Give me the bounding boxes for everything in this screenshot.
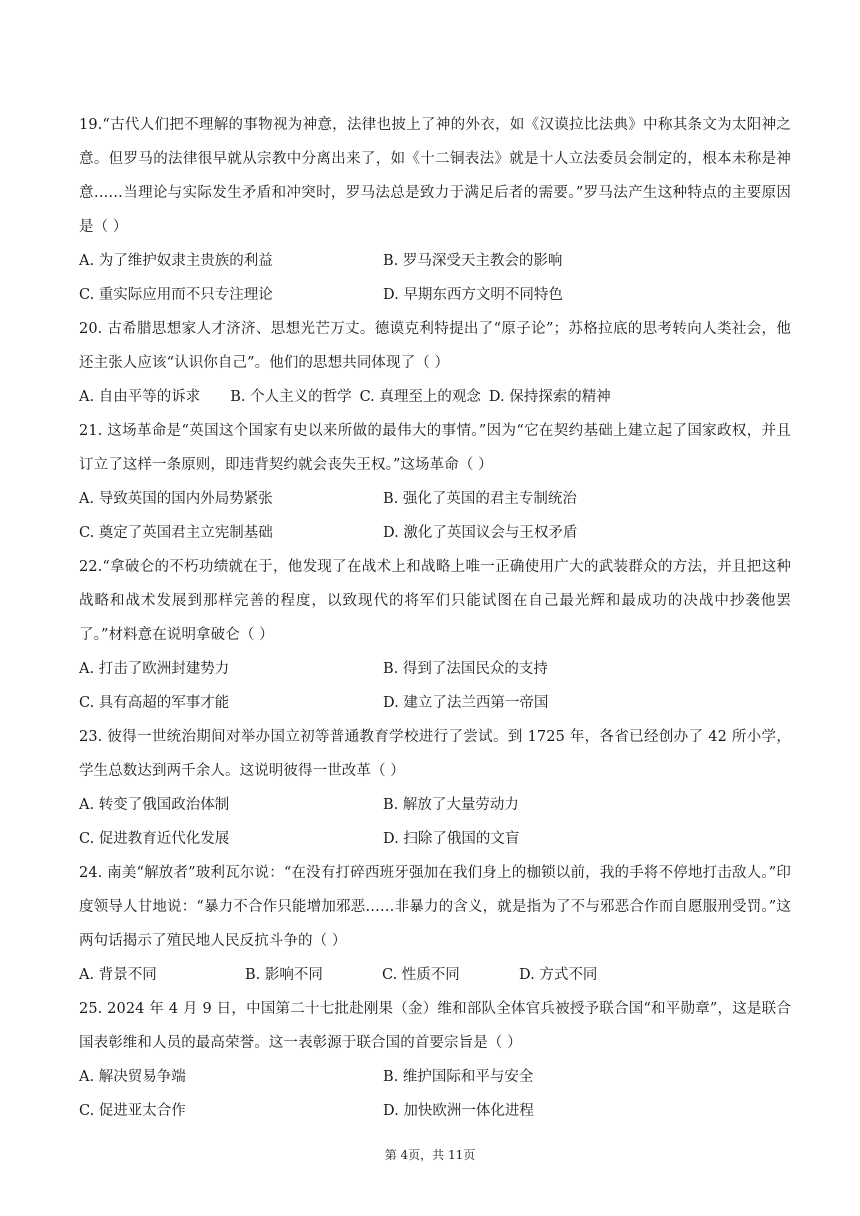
question-stem: 24. 南美“解放者”玻利瓦尔说：“在没有打碎西班牙强加在我们身上的枷锁以前，我的手将不停地打击敌人。”印度领导人甘地说：“暴力不合作只能增加邪恶……非暴力的含义，就是指为了不与邪恶合作而自愿服刑受罚。”这两句话揭示了殖民地人民反抗斗争的（ ） (79, 865, 791, 949)
option-b: B. 解放了大量劳动力 (383, 797, 519, 813)
question-20 (79, 312, 791, 414)
options (79, 1060, 791, 1128)
option-a: A. 导致英国的国内外局势紧张 (79, 491, 273, 507)
option-c: C. 具有高超的军事才能 (79, 695, 230, 711)
option-c: C. 促进教育近代化发展 (79, 831, 230, 847)
question-21 (79, 414, 791, 550)
option-d: D. 保持探索的精神 (488, 389, 611, 405)
option-c: C. 性质不同 (382, 967, 460, 983)
exam-page (79, 108, 791, 1128)
option-b: B. 个人主义的哲学 (230, 389, 352, 405)
question-23 (79, 720, 791, 856)
options (79, 380, 791, 414)
option-d: D. 激化了英国议会与王权矛盾 (383, 525, 578, 541)
option-b: B. 得到了法国民众的支持 (383, 661, 548, 677)
page-number-footer: 第 4页，共 11页 (384, 1148, 476, 1162)
option-b: B. 维护国际和平与安全 (383, 1069, 534, 1085)
option-a: A. 转变了俄国政治体制 (79, 797, 230, 813)
question-24 (79, 856, 791, 992)
option-a: A. 为了维护奴隶主贵族的利益 (79, 253, 273, 269)
option-a: A. 自由平等的诉求 (79, 389, 201, 405)
options (79, 652, 791, 720)
question-25 (79, 992, 791, 1128)
option-a: A. 打击了欧洲封建势力 (79, 661, 230, 677)
question-stem: 23. 彼得一世统治期间对举办国立初等普通教育学校进行了尝试。到 1725 年，各省已经创办了 42 所小学，学生总数达到两千余人。这说明彼得一世改革（ ） (79, 729, 791, 779)
option-c: C. 重实际应用而不只专注理论 (79, 287, 273, 303)
option-d: D. 方式不同 (519, 967, 598, 983)
options (79, 244, 791, 312)
option-c: C. 促进亚太合作 (79, 1103, 186, 1119)
question-19 (79, 108, 791, 312)
option-a: A. 背景不同 (79, 967, 157, 983)
options (79, 482, 791, 550)
option-c: C. 奠定了英国君主立宪制基础 (79, 525, 273, 541)
option-d: D. 加快欧洲一体化进程 (383, 1103, 534, 1119)
question-stem: 21. 这场革命是“英国这个国家有史以来所做的最伟大的事情。”因为“它在契约基础上建立起了国家政权，并且订立了这样一条原则，即违背契约就会丧失王权。”这场革命（ ） (79, 423, 791, 473)
option-d: D. 早期东西方文明不同特色 (383, 287, 563, 303)
option-c: C. 真理至上的观念 (359, 389, 481, 405)
options (79, 958, 791, 992)
option-d: D. 建立了法兰西第一帝国 (383, 695, 549, 711)
options (79, 788, 791, 856)
question-stem: 19.“古代人们把不理解的事物视为神意，法律也披上了神的外衣，如《汉谟拉比法典》中称其条文为太阳神之意。但罗马的法律很早就从宗教中分离出来了，如《十二铜表法》就是十人立法委员会制定的，根本未称是神意……当理论与实际发生矛盾和冲突时，罗马法总是致力于满足后者的需要。”罗马法产生这种特点的主要原因是（ ） (79, 117, 791, 235)
option-b: B. 罗马深受天主教会的影响 (383, 253, 563, 269)
option-d: D. 扫除了俄国的文盲 (383, 831, 520, 847)
question-stem: 20. 古希腊思想家人才济济、思想光芒万丈。德谟克利特提出了“原子论”；苏格拉底的思考转向人类社会，他还主张人应该“认识你自己”。他们的思想共同体现了（ ） (79, 321, 791, 371)
question-stem: 22.“拿破仑的不朽功绩就在于，他发现了在战术上和战略上唯一正确使用广大的武装群众的方法，并且把这种战略和战术发展到那样完善的程度，以致现代的将军们只能试图在自己最光辉和最成功的决战中抄袭他罢了。”材料意在说明拿破仑（ ） (79, 559, 791, 643)
option-b: B. 影响不同 (245, 967, 323, 983)
question-stem: 25. 2024 年 4 月 9 日，中国第二十七批赴刚果（金）维和部队全体官兵被授予联合国“和平勋章”，这是联合国表彰维和人员的最高荣誉。这一表彰源于联合国的首要宗旨是（ ） (79, 1001, 791, 1051)
question-22 (79, 550, 791, 720)
option-b: B. 强化了英国的君主专制统治 (383, 491, 577, 507)
option-a: A. 解决贸易争端 (79, 1069, 186, 1085)
